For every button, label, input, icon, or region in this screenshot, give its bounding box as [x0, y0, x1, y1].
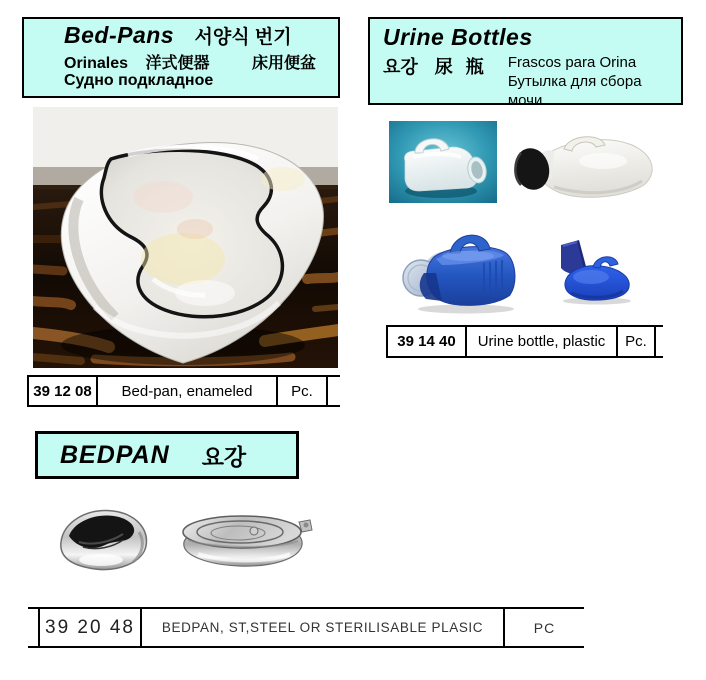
bedpans-spanish: Orinales	[64, 55, 129, 72]
header-urine-bottles-box	[368, 17, 683, 109]
product-unit: PC	[533, 619, 556, 636]
product-unit: Pc.	[278, 377, 328, 405]
product-description: Urine bottle, plastic	[467, 327, 618, 356]
bedpan-section-label-box	[35, 431, 299, 479]
product-row-urine-bottle	[386, 325, 663, 358]
bedpan-steel-open-photo	[53, 502, 153, 573]
urine-bottles-korean-chinese	[383, 53, 488, 110]
bedpans-chinese-2: 床用便盆	[251, 55, 316, 72]
bedpan-section-title-korean: 요강	[201, 443, 247, 470]
bedpans-title: Bed-Pans	[64, 22, 175, 48]
bedpans-chinese-1: 洋式便器	[145, 55, 210, 72]
bedpans-title-korean: 서양식 번기	[194, 27, 292, 48]
product-code: 39 20 48	[38, 609, 142, 646]
urine-bottles-es-ru	[508, 53, 673, 110]
urine-bottles-korean: 요강	[383, 57, 418, 77]
urine-bottle-blue-jug-photo	[398, 221, 526, 314]
product-row-bedpan-steel	[28, 607, 584, 648]
urine-bottles-russian: Бутылка для сбора мочи	[507, 73, 642, 109]
bedpans-russian: Судно подкладное	[64, 72, 214, 89]
product-code: 39 12 08	[27, 377, 98, 405]
bedpan-steel-lid-photo	[178, 508, 313, 570]
urine-bottle-female-blue-photo	[551, 237, 639, 305]
product-description: BEDPAN, ST,STEEL OR STERILISABLE PLASIC	[142, 609, 505, 646]
urine-bottles-spanish: Frascos para Orina	[507, 54, 637, 71]
bedpans-translations-line	[64, 50, 330, 73]
bedpan-enameled-photo	[33, 107, 338, 368]
urine-bottle-white-teal-photo	[389, 121, 497, 203]
urine-bottle-black-cap-photo	[508, 127, 663, 206]
bedpan-section-title: BEDPAN	[60, 440, 170, 469]
urine-bottles-translations	[383, 53, 673, 110]
bedpans-title-line	[64, 22, 330, 49]
table-rule-overhang	[28, 609, 38, 646]
product-code: 39 14 40	[386, 327, 467, 356]
product-description: Bed-pan, enameled	[98, 377, 278, 405]
product-row-bedpan-enameled	[27, 375, 340, 407]
header-bedpans-box	[22, 17, 340, 98]
product-unit: Pc.	[618, 327, 656, 356]
urine-bottles-chinese: 尿 瓶	[434, 57, 488, 77]
urine-bottles-title: Urine Bottles	[383, 24, 533, 50]
